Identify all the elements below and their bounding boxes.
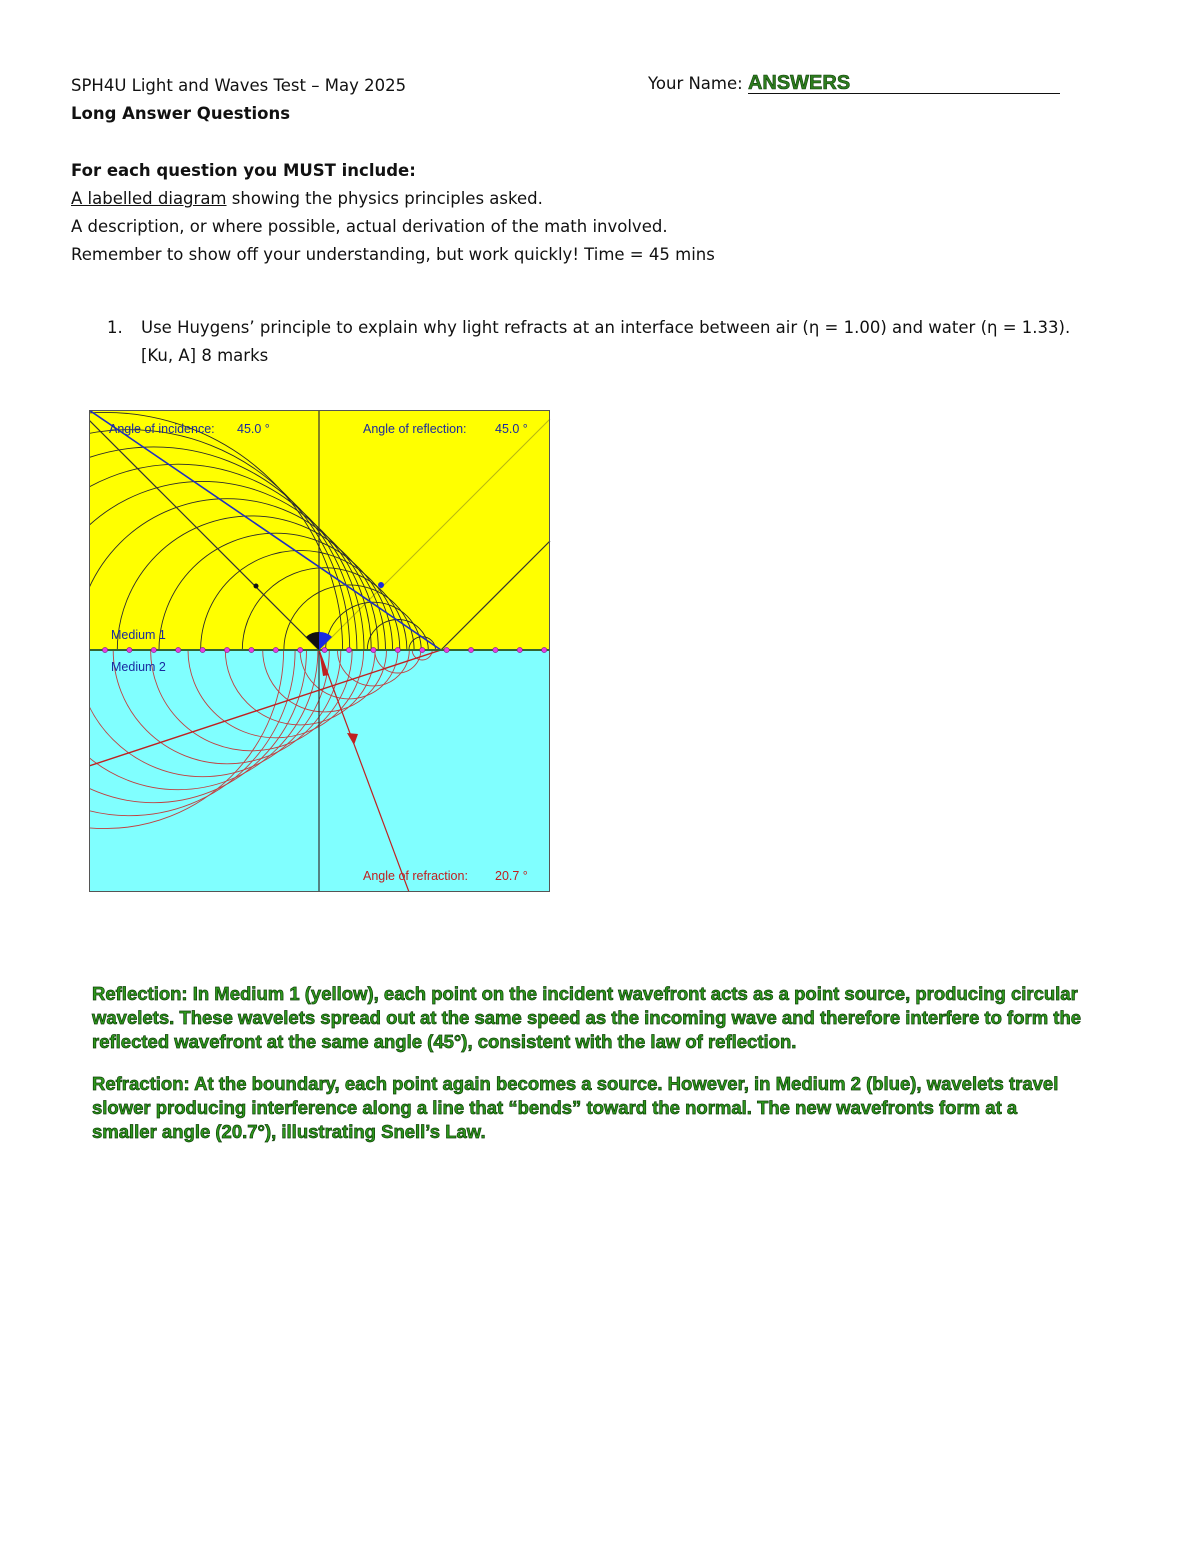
source-point — [151, 647, 156, 652]
source-point — [517, 647, 522, 652]
instruction-item-diagram — [71, 189, 543, 208]
angle-refraction-value: 20.7 ° — [495, 869, 528, 883]
source-point — [444, 647, 449, 652]
source-point — [249, 647, 254, 652]
source-point — [176, 647, 181, 652]
reflected-wavefront-marker — [378, 582, 384, 588]
source-point — [322, 647, 327, 652]
instruction-item-diagram-rest: showing the physics principles asked. — [226, 189, 543, 208]
angle-reflection-label: Angle of reflection: — [363, 422, 467, 436]
medium1-label: Medium 1 — [111, 628, 166, 642]
section-title: Long Answer Questions — [71, 104, 291, 123]
huygens-diagram — [89, 410, 551, 892]
source-point — [102, 647, 107, 652]
question-number: 1. — [107, 318, 123, 337]
incident-ray-marker — [254, 584, 259, 589]
source-point — [346, 647, 351, 652]
source-point — [493, 647, 498, 652]
source-point — [420, 647, 425, 652]
instruction-item-math: A description, or where possible, actual derivation of the math involved. — [71, 217, 668, 236]
instruction-item-time: Remember to show off your understanding, but work quickly! Time = 45 mins — [71, 245, 715, 264]
angle-incidence-value: 45.0 ° — [237, 422, 270, 436]
source-point — [298, 647, 303, 652]
source-point — [200, 647, 205, 652]
source-point — [395, 647, 400, 652]
medium2-label: Medium 2 — [111, 660, 166, 674]
question-marks: [Ku, A] 8 marks — [141, 346, 269, 365]
reflection-paragraph: Reflection: In Medium 1 (yellow), each point on the incident wavefront acts as a point source, producing circular wavelets. These wavelets spread out at the same speed as the incoming wave and therefore interfere to form the reflected wavefront at the same angle (45°), consistent with the law of reflection. — [92, 983, 1082, 1052]
angle-refraction-label: Angle of refraction: — [363, 869, 468, 883]
source-point — [542, 647, 547, 652]
source-point — [468, 647, 473, 652]
source-point — [371, 647, 376, 652]
source-point — [273, 647, 278, 652]
source-point — [224, 647, 229, 652]
name-answer: ANSWERS — [748, 74, 1060, 94]
instructions-heading: For each question you MUST include: — [71, 161, 416, 180]
angle-incidence-label: Angle of incidence: — [109, 422, 215, 436]
refraction-paragraph: Refraction: At the boundary, each point again becomes a source. However, in Medium 2 (blue), wavelets travel slower producing interference along a line that “bends” toward the normal. The new wavefronts form at a smaller angle (20.7°), illustrating Snell’s Law. — [92, 1073, 1059, 1142]
question-text: Use Huygens’ principle to explain why light refracts at an interface between air (η = 1.00) and water (η = 1.33). — [141, 318, 1071, 337]
instruction-underlined-text: A labelled diagram — [71, 189, 227, 208]
source-point — [127, 647, 132, 652]
name-field — [648, 74, 1060, 94]
angle-reflection-value: 45.0 ° — [495, 422, 528, 436]
course-title: SPH4U Light and Waves Test – May 2025 — [71, 76, 407, 95]
name-label: Your Name: — [648, 74, 748, 93]
answer-text — [92, 982, 1082, 1162]
